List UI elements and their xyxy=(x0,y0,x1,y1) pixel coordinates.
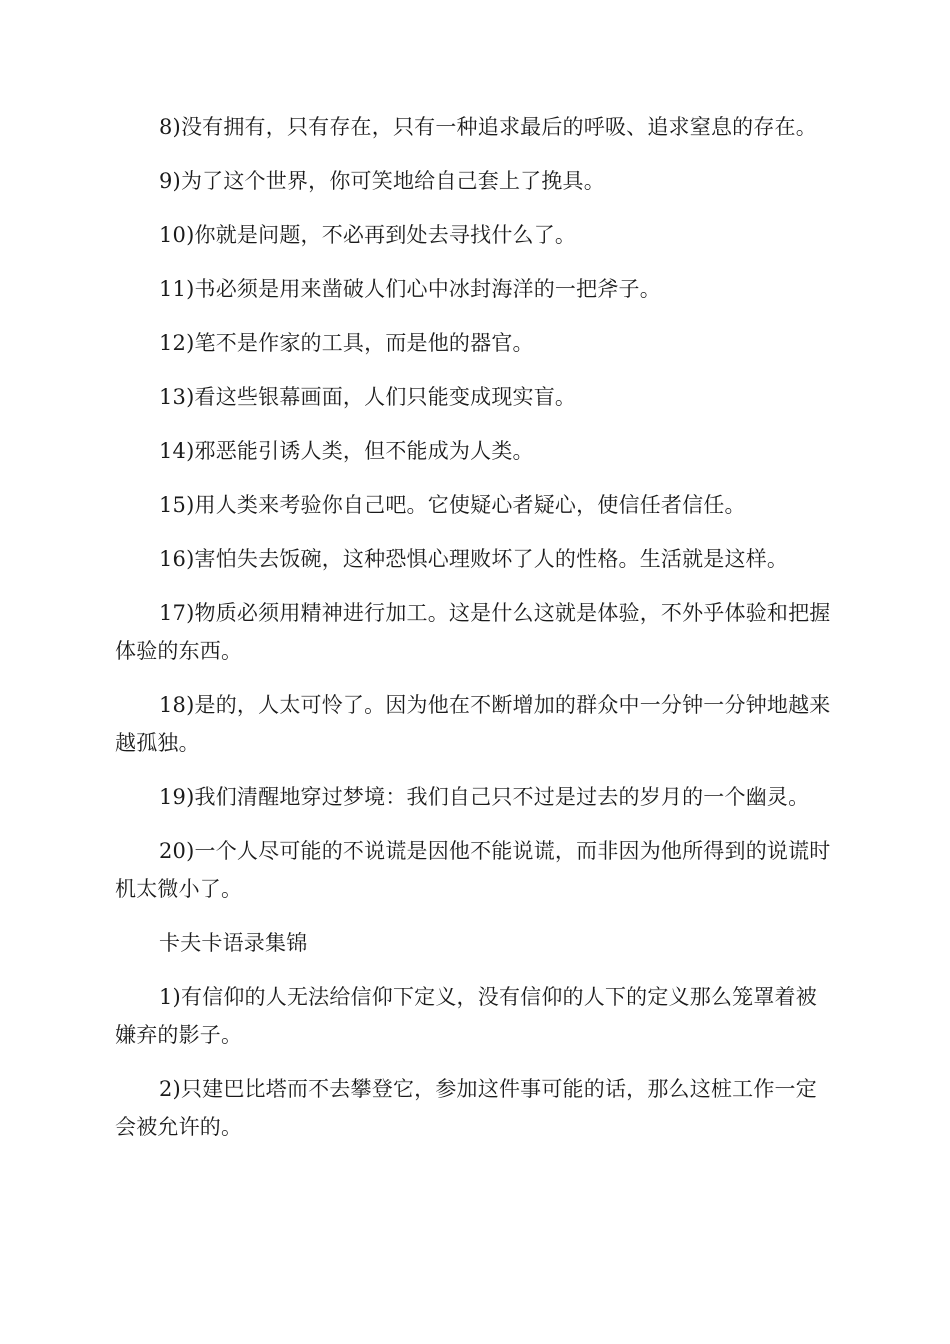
document-body xyxy=(115,108,835,1162)
quote-paragraph-20: 20)一个人尽可能的不说谎是因他不能说谎，而非因为他所得到的说谎时机太微小了。 xyxy=(115,839,831,901)
quote-paragraph-16: 16)害怕失去饭碗，这种恐惧心理败坏了人的性格。生活就是这样。 xyxy=(159,547,789,571)
quote-paragraph-10: 10)你就是问题，不必再到处去寻找什么了。 xyxy=(159,223,577,247)
section-heading: 卡夫卡语录集锦 xyxy=(159,931,308,955)
quote-paragraph-2: 2)只建巴比塔而不去攀登它，参加这件事可能的话，那么这桩工作一定会被允许的。 xyxy=(115,1077,817,1139)
quote-paragraph-9: 9)为了这个世界，你可笑地给自己套上了挽具。 xyxy=(159,169,605,193)
quote-paragraph-1: 1)有信仰的人无法给信仰下定义，没有信仰的人下的定义那么笼罩着被嫌弃的影子。 xyxy=(115,985,817,1047)
quote-paragraph-13: 13)看这些银幕画面，人们只能变成现实盲。 xyxy=(159,385,577,409)
quote-paragraph-12: 12)笔不是作家的工具，而是他的器官。 xyxy=(159,331,534,355)
quote-paragraph-18: 18)是的，人太可怜了。因为他在不断增加的群众中一分钟一分钟地越来越孤独。 xyxy=(115,693,831,755)
quote-paragraph-11: 11)书必须是用来凿破人们心中冰封海洋的一把斧子。 xyxy=(159,277,661,301)
quote-paragraph-8: 8)没有拥有，只有存在，只有一种追求最后的呼吸、追求窒息的存在。 xyxy=(159,115,817,139)
quote-paragraph-17: 17)物质必须用精神进行加工。这是什么这就是体验，不外乎体验和把握体验的东西。 xyxy=(115,601,831,663)
quote-paragraph-15: 15)用人类来考验你自己吧。它使疑心者疑心，使信任者信任。 xyxy=(159,493,746,517)
quote-paragraph-19: 19)我们清醒地穿过梦境：我们自己只不过是过去的岁月的一个幽灵。 xyxy=(159,785,810,809)
quote-paragraph-14: 14)邪恶能引诱人类，但不能成为人类。 xyxy=(159,439,534,463)
